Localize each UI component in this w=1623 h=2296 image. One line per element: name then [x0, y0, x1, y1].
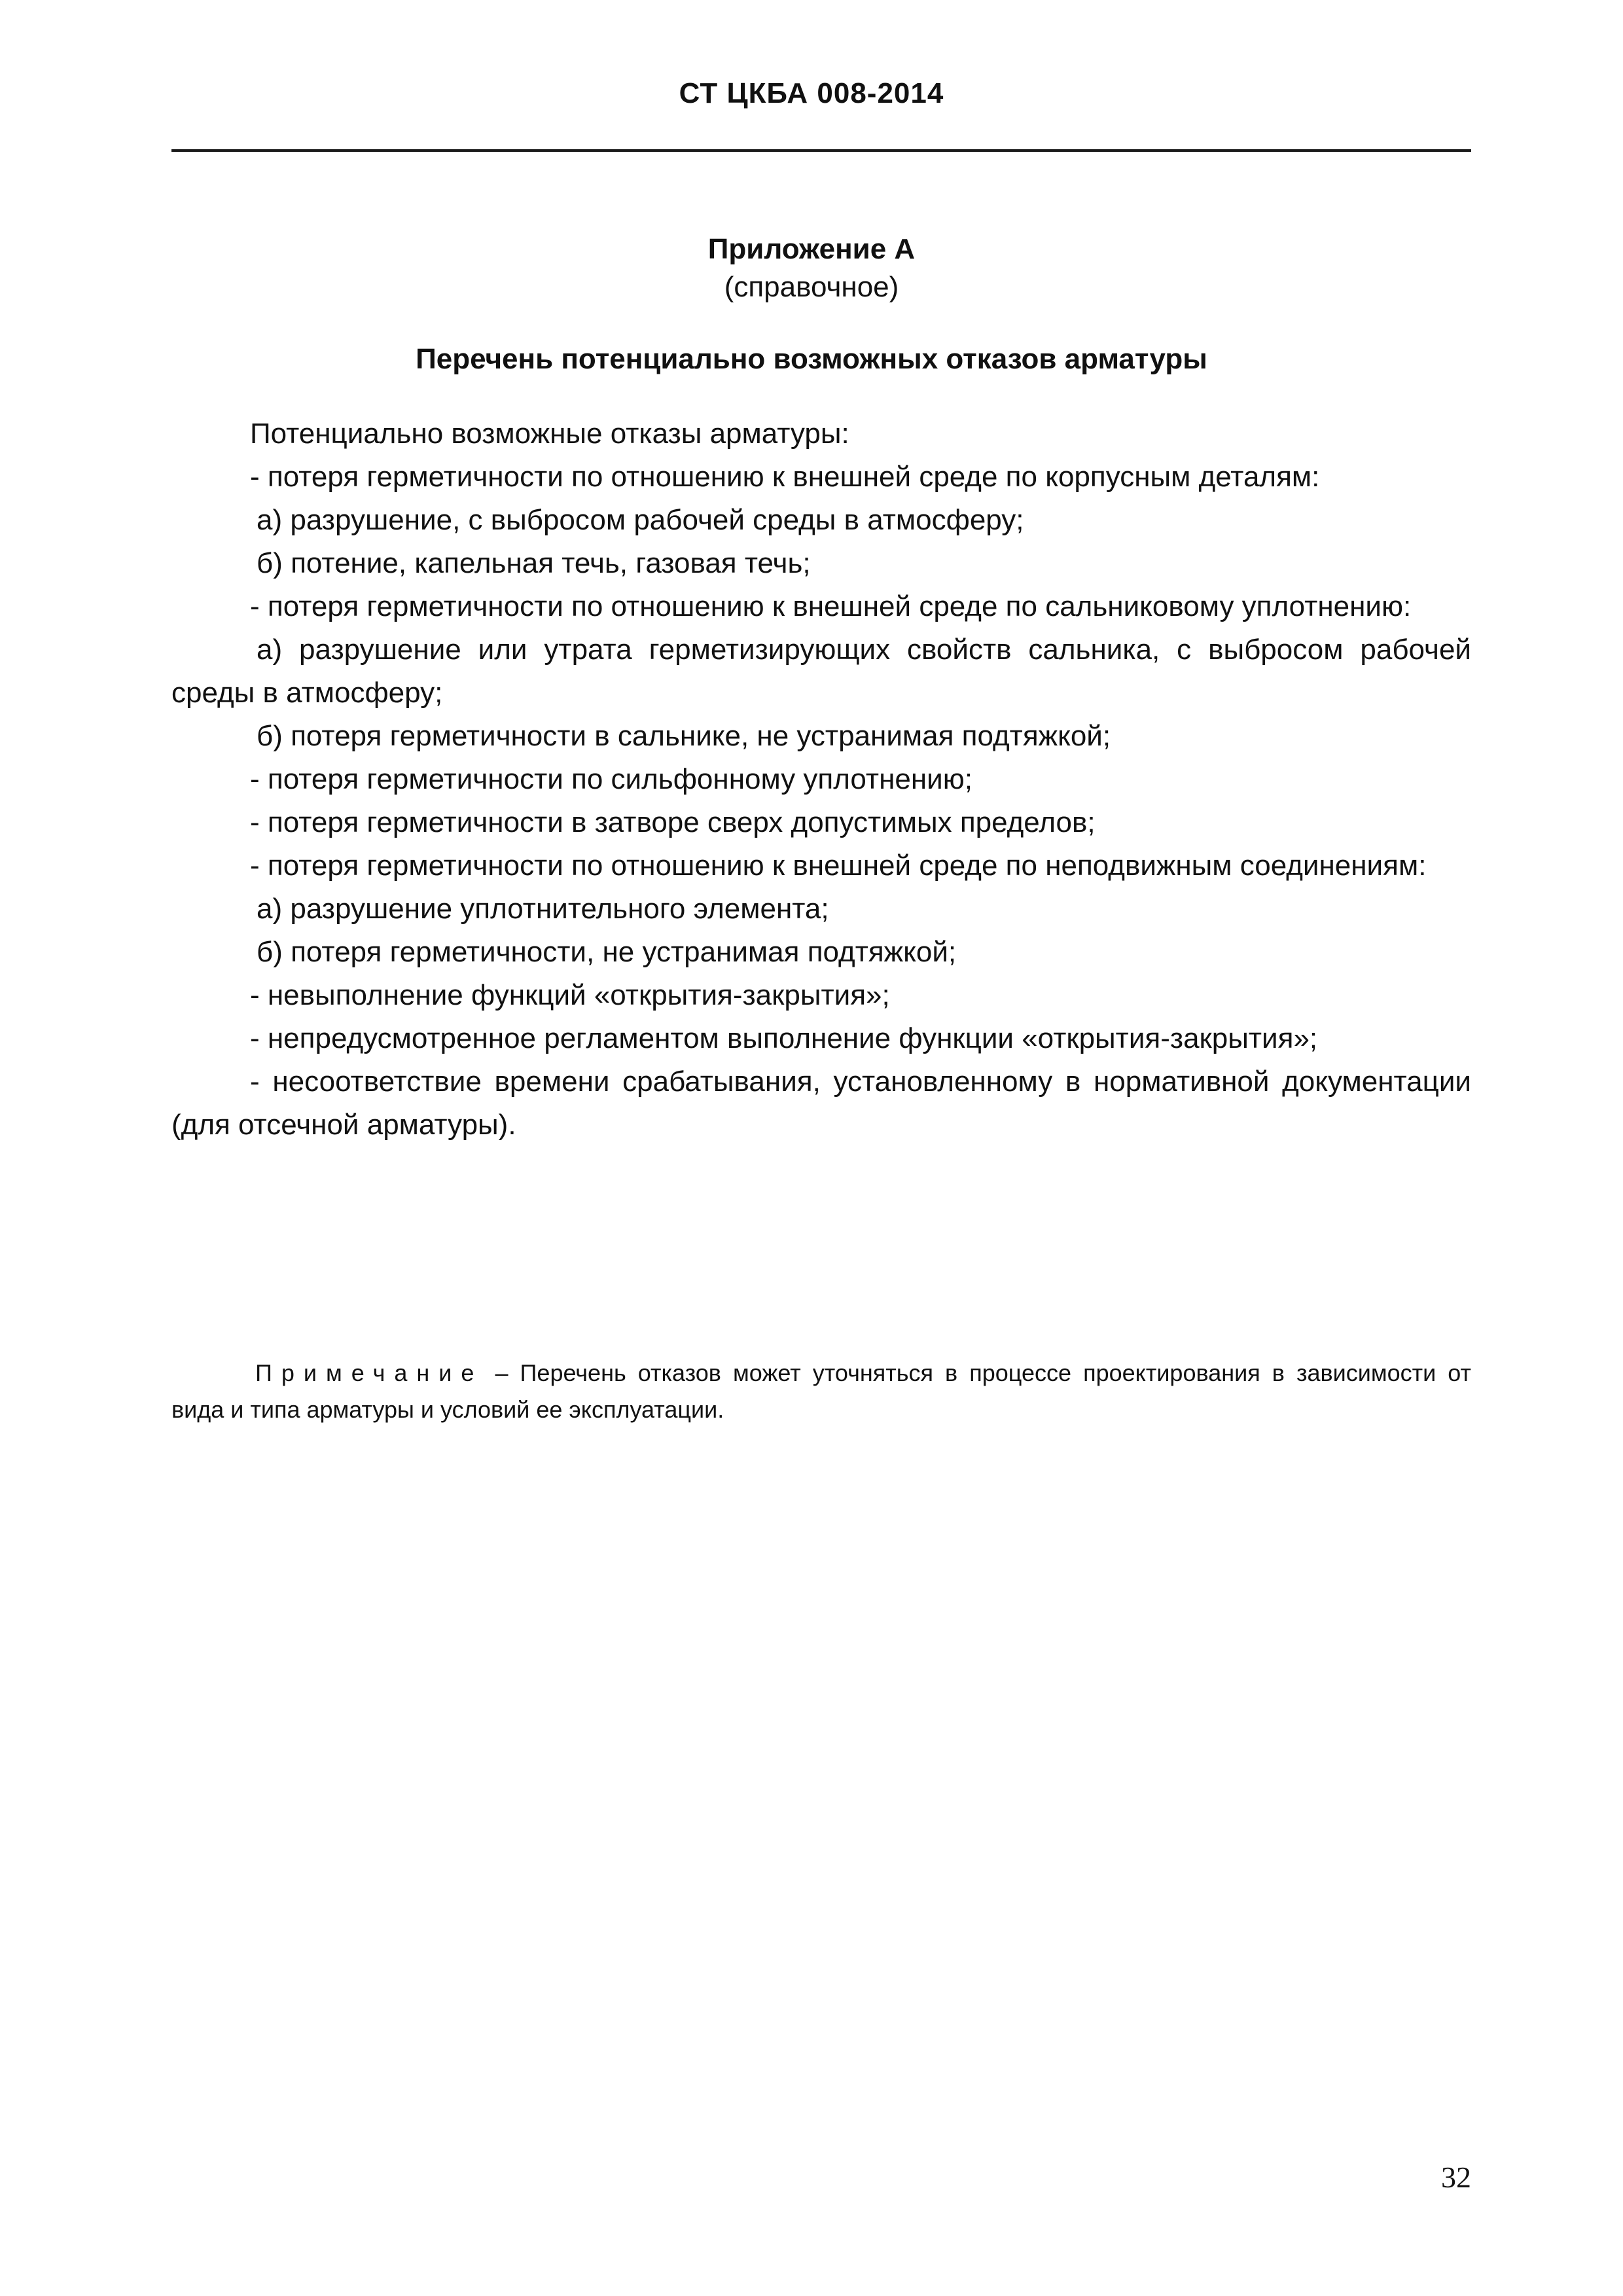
- note-separator: –: [483, 1359, 520, 1386]
- list-subitem: а) разрушение, с выбросом рабочей среды в атмосферу;: [257, 504, 1024, 536]
- body-text: [171, 412, 1471, 1147]
- page-number: 32: [1441, 2161, 1471, 2194]
- list-subitem: а) разрушение уплотнительного элемента;: [257, 893, 829, 925]
- section-title: Перечень потенциально возможных отказов арматуры: [416, 343, 1207, 375]
- list-item: - несоответствие времени срабатывания, установленному в нормативной документации (для отсечной арматуры).: [171, 1066, 1471, 1141]
- list-item: - непредусмотренное регламентом выполнение функции «открытия-закрытия»;: [250, 1022, 1318, 1054]
- note-paragraph: [171, 1355, 1471, 1428]
- note-text: Перечень отказов может уточняться в процессе проектирования в зависимости от вида и типа арматуры и условий ее эксплуатации.: [171, 1359, 1471, 1423]
- appendix-title: Приложение А: [707, 233, 916, 265]
- list-item: - потеря герметичности по отношению к внешней среде по сальниковому уплотнению:: [250, 590, 1412, 622]
- list-item: - потеря герметичности по отношению к внешней среде по неподвижным соединениям:: [250, 850, 1427, 882]
- appendix-subtitle: (справочное): [724, 271, 899, 303]
- note-block: [171, 1355, 1471, 1428]
- document-code: СТ ЦКБА 008-2014: [679, 77, 944, 109]
- note-label: Примечание: [255, 1359, 484, 1386]
- list-subitem: б) потение, капельная течь, газовая течь;: [257, 547, 811, 579]
- list-item: - невыполнение функций «открытия-закрытия»;: [250, 979, 890, 1011]
- list-subitem: а) разрушение или утрата герметизирующих свойств сальника, с выбросом рабочей среды в атмосферу;: [171, 634, 1471, 709]
- list-subitem: б) потеря герметичности в сальнике, не устранимая подтяжкой;: [257, 720, 1111, 752]
- list-subitem: б) потеря герметичности, не устранимая подтяжкой;: [257, 936, 957, 968]
- intro-paragraph: Потенциально возможные отказы арматуры:: [250, 418, 849, 450]
- list-item: - потеря герметичности по отношению к внешней среде по корпусным деталям:: [250, 461, 1320, 493]
- header-divider: [171, 149, 1471, 152]
- list-item: - потеря герметичности по сильфонному уплотнению;: [250, 763, 972, 795]
- list-item: - потеря герметичности в затворе сверх допустимых пределов;: [250, 806, 1096, 838]
